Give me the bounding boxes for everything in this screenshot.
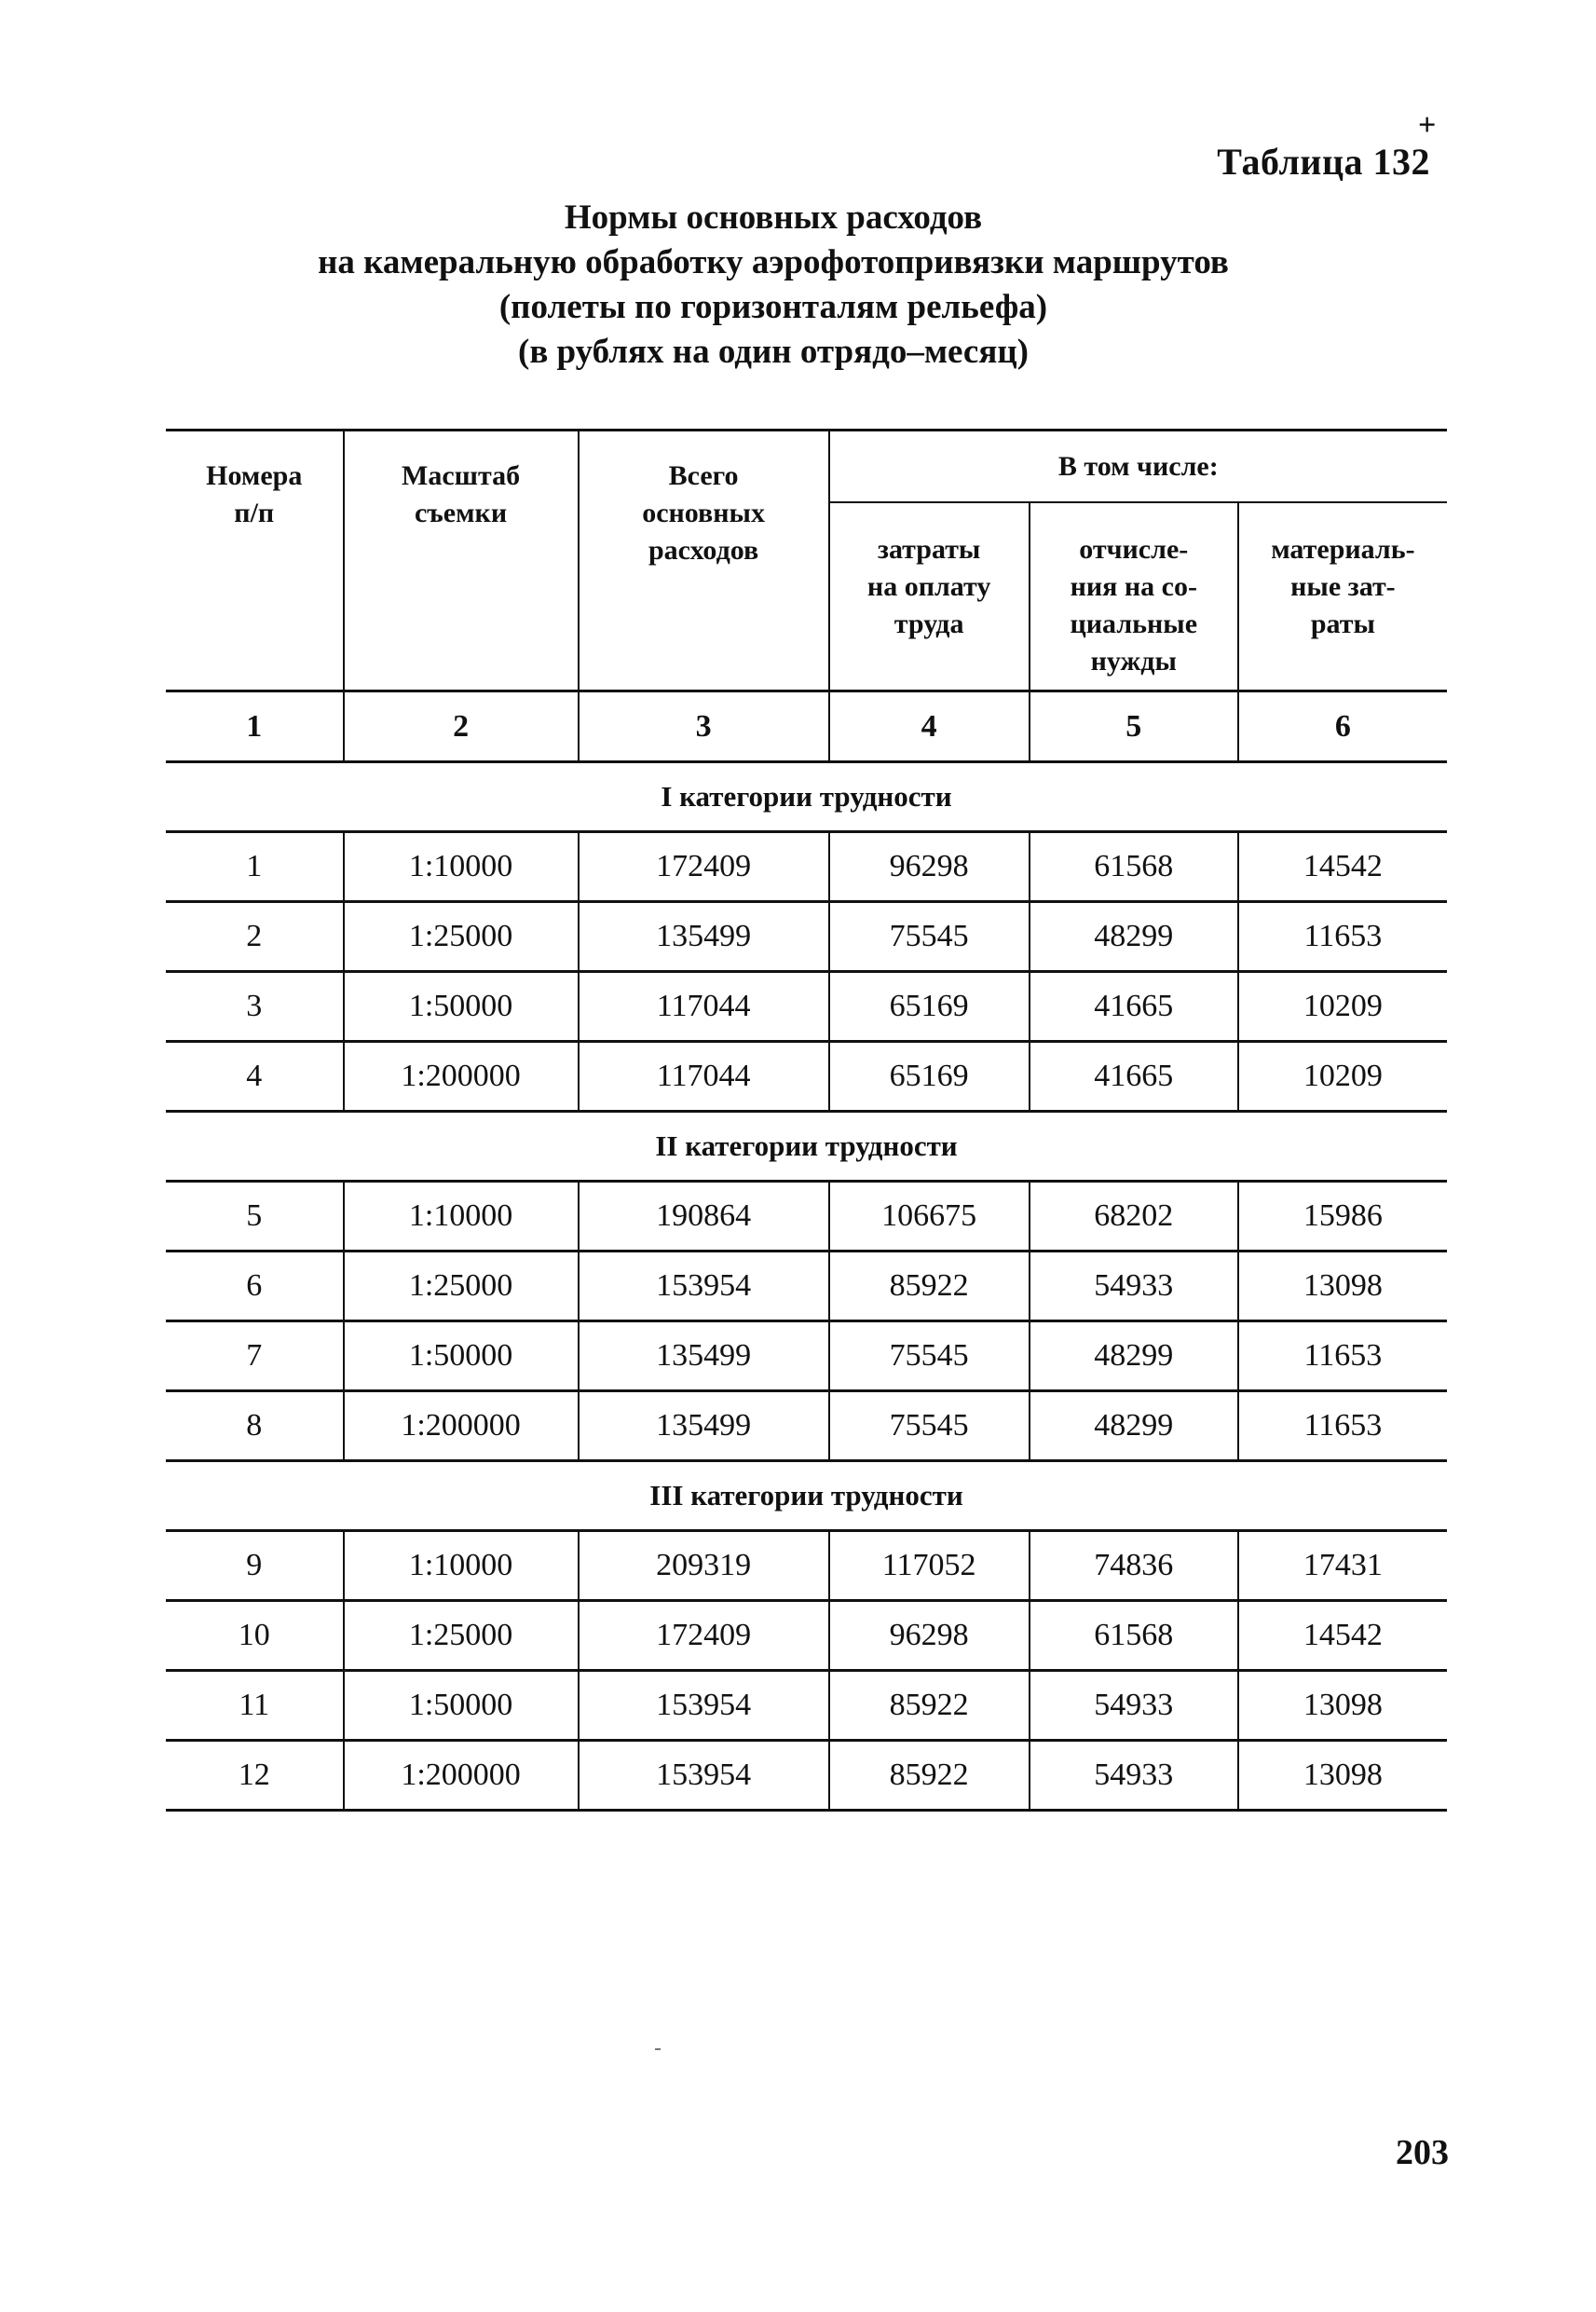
survey-scale-cell: 1:50000 <box>344 1671 579 1741</box>
header-material-costs: материаль- ные зат- раты <box>1238 502 1447 691</box>
social-contributions-cell: 41665 <box>1030 1042 1238 1112</box>
social-contributions-cell: 48299 <box>1030 902 1238 972</box>
social-contributions-cell: 61568 <box>1030 832 1238 902</box>
survey-scale-cell: 1:200000 <box>344 1741 579 1811</box>
row-number-cell: 10 <box>166 1601 344 1671</box>
material-costs-cell: 11653 <box>1238 1321 1447 1391</box>
column-number: 4 <box>829 691 1030 762</box>
table-row <box>166 1601 1447 1671</box>
title-line: на камеральную обработку аэрофотопривязки маршрутов <box>318 243 1229 281</box>
total-costs-cell: 117044 <box>579 972 829 1042</box>
table-title <box>261 196 1286 375</box>
social-contributions-cell: 54933 <box>1030 1741 1238 1811</box>
material-costs-cell: 11653 <box>1238 1391 1447 1461</box>
column-number: 5 <box>1030 691 1238 762</box>
labor-costs-cell: 85922 <box>829 1671 1030 1741</box>
survey-scale-cell: 1:10000 <box>344 1531 579 1601</box>
labor-costs-cell: 117052 <box>829 1531 1030 1601</box>
survey-scale-cell: 1:25000 <box>344 1601 579 1671</box>
social-contributions-cell: 48299 <box>1030 1391 1238 1461</box>
labor-costs-cell: 65169 <box>829 972 1030 1042</box>
total-costs-cell: 117044 <box>579 1042 829 1112</box>
material-costs-cell: 15986 <box>1238 1182 1447 1252</box>
title-line: Нормы основных расходов <box>564 198 983 237</box>
survey-scale-cell: 1:25000 <box>344 902 579 972</box>
table-row <box>166 832 1447 902</box>
table-body <box>166 762 1447 1811</box>
total-costs-cell: 172409 <box>579 1601 829 1671</box>
labor-costs-cell: 85922 <box>829 1741 1030 1811</box>
labor-costs-cell: 96298 <box>829 1601 1030 1671</box>
category-row <box>166 1112 1447 1182</box>
table-row <box>166 1042 1447 1112</box>
row-number-cell: 6 <box>166 1252 344 1321</box>
material-costs-cell: 14542 <box>1238 1601 1447 1671</box>
material-costs-cell: 14542 <box>1238 832 1447 902</box>
table-row <box>166 1531 1447 1601</box>
scan-speck <box>655 2048 661 2050</box>
header-social-contributions: отчисле- ния на со- циальные нужды <box>1030 502 1238 691</box>
survey-scale-cell: 1:200000 <box>344 1042 579 1112</box>
material-costs-cell: 13098 <box>1238 1671 1447 1741</box>
total-costs-cell: 135499 <box>579 1321 829 1391</box>
table-row <box>166 902 1447 972</box>
total-costs-cell: 153954 <box>579 1671 829 1741</box>
title-line: (полеты по горизонталям рельефа) <box>498 288 1048 326</box>
survey-scale-cell: 1:50000 <box>344 1321 579 1391</box>
labor-costs-cell: 75545 <box>829 1391 1030 1461</box>
row-number-cell: 12 <box>166 1741 344 1811</box>
category-title: I категории трудности <box>166 762 1447 832</box>
table-row <box>166 1391 1447 1461</box>
total-costs-cell: 209319 <box>579 1531 829 1601</box>
labor-costs-cell: 75545 <box>829 1321 1030 1391</box>
survey-scale-cell: 1:50000 <box>344 972 579 1042</box>
material-costs-cell: 11653 <box>1238 902 1447 972</box>
row-number-cell: 5 <box>166 1182 344 1252</box>
labor-costs-cell: 106675 <box>829 1182 1030 1252</box>
row-number-cell: 3 <box>166 972 344 1042</box>
header-scale: Масштаб съемки <box>344 431 579 691</box>
social-contributions-cell: 61568 <box>1030 1601 1238 1671</box>
category-row <box>166 1461 1447 1531</box>
table-row <box>166 1321 1447 1391</box>
category-title: III категории трудности <box>166 1461 1447 1531</box>
social-contributions-cell: 54933 <box>1030 1671 1238 1741</box>
row-number-cell: 1 <box>166 832 344 902</box>
page-number: 203 <box>1396 2133 1449 2172</box>
survey-scale-cell: 1:25000 <box>344 1252 579 1321</box>
social-contributions-cell: 48299 <box>1030 1321 1238 1391</box>
table-header <box>166 431 1447 762</box>
social-contributions-cell: 54933 <box>1030 1252 1238 1321</box>
total-costs-cell: 135499 <box>579 1391 829 1461</box>
header-number: Номера п/п <box>166 431 344 691</box>
total-costs-cell: 153954 <box>579 1252 829 1321</box>
material-costs-cell: 10209 <box>1238 972 1447 1042</box>
category-row <box>166 762 1447 832</box>
labor-costs-cell: 65169 <box>829 1042 1030 1112</box>
total-costs-cell: 190864 <box>579 1182 829 1252</box>
labor-costs-cell: 75545 <box>829 902 1030 972</box>
material-costs-cell: 10209 <box>1238 1042 1447 1112</box>
total-costs-cell: 135499 <box>579 902 829 972</box>
column-number: 3 <box>579 691 829 762</box>
column-number: 1 <box>166 691 344 762</box>
total-costs-cell: 172409 <box>579 832 829 902</box>
survey-scale-cell: 1:10000 <box>344 832 579 902</box>
column-number: 2 <box>344 691 579 762</box>
table-row <box>166 1741 1447 1811</box>
category-title: II категории трудности <box>166 1112 1447 1182</box>
norms-table <box>166 429 1447 1812</box>
material-costs-cell: 17431 <box>1238 1531 1447 1601</box>
corner-plus-mark: + <box>1418 108 1437 143</box>
material-costs-cell: 13098 <box>1238 1252 1447 1321</box>
header-including: В том числе: <box>829 431 1447 503</box>
header-total: Всего основных расходов <box>579 431 829 691</box>
table-row <box>166 972 1447 1042</box>
total-costs-cell: 153954 <box>579 1741 829 1811</box>
social-contributions-cell: 68202 <box>1030 1182 1238 1252</box>
row-number-cell: 8 <box>166 1391 344 1461</box>
table-row <box>166 1671 1447 1741</box>
labor-costs-cell: 96298 <box>829 832 1030 902</box>
row-number-cell: 7 <box>166 1321 344 1391</box>
row-number-cell: 2 <box>166 902 344 972</box>
column-number: 6 <box>1238 691 1447 762</box>
survey-scale-cell: 1:10000 <box>344 1182 579 1252</box>
column-number-row <box>166 691 1447 762</box>
table-row <box>166 1182 1447 1252</box>
survey-scale-cell: 1:200000 <box>344 1391 579 1461</box>
header-labor-costs: затраты на оплату труда <box>829 502 1030 691</box>
table-label: Таблица 132 <box>1217 141 1430 183</box>
row-number-cell: 4 <box>166 1042 344 1112</box>
table-row <box>166 1252 1447 1321</box>
social-contributions-cell: 74836 <box>1030 1531 1238 1601</box>
material-costs-cell: 13098 <box>1238 1741 1447 1811</box>
social-contributions-cell: 41665 <box>1030 972 1238 1042</box>
row-number-cell: 9 <box>166 1531 344 1601</box>
labor-costs-cell: 85922 <box>829 1252 1030 1321</box>
row-number-cell: 11 <box>166 1671 344 1741</box>
title-line: (в рублях на один отрядо–месяц) <box>518 333 1029 371</box>
